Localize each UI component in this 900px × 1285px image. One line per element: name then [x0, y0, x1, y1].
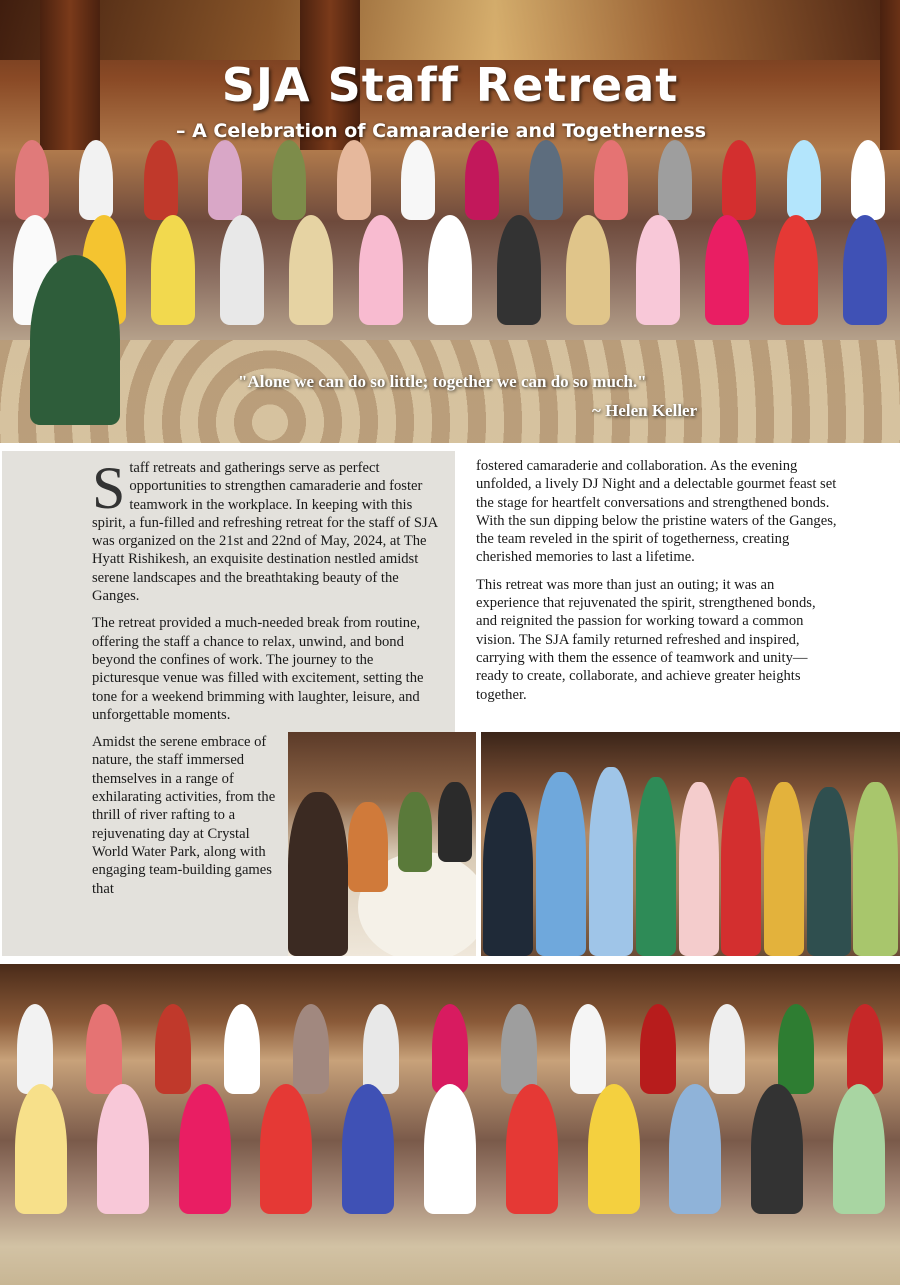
page-subtitle: – A Celebration of Camaraderie and Togetherness [176, 120, 707, 142]
group-selfie-photo [481, 732, 900, 956]
crowd-back-row [0, 1004, 900, 1094]
photo-figure [536, 772, 586, 956]
photo-figure [721, 777, 761, 956]
photo-figure [288, 792, 348, 956]
article-paragraph-3b: fostered camaraderie and collaboration. As the evening unfolded, a lively DJ Night and a delectable gourmet feast set the stage for heartfelt conversations and strengthened bonds. With the sun dipping below the pristine waters of the Ganges, the team reveled in the spirit of togetherness, creating cherished memories to last a lifetime. [476, 458, 837, 566]
article-paragraph-3a: Amidst the serene embrace of nature, the staff immersed themselves in a range of exhilarating activities, from the thrill of river rafting to a rejuvenating day at Crystal World Water Park, along with engaging team-building games that [92, 734, 276, 897]
photo-figure [438, 782, 472, 862]
photo-figure [807, 787, 851, 956]
dinner-table-photo [288, 732, 476, 956]
crowd-back-row [0, 140, 900, 220]
page-title: SJA Staff Retreat [221, 58, 679, 112]
crowd-front-row [0, 255, 900, 425]
drop-cap: S [92, 455, 126, 521]
quote-text: "Alone we can do so little; together we can do so much." [238, 372, 647, 391]
quote-author: ~ Helen Keller [592, 401, 698, 420]
photo-figure [398, 792, 432, 872]
article-paragraph-4: This retreat was more than just an outing; it was an experience that rejuvenated the spirit, strengthened bonds, and reignited the passion for working toward a common vision. The SJA family returned refreshed and inspired, carrying with them the essence of teamwork and unity—ready to create, collaborate, and achieve greater heights together. [476, 576, 816, 703]
crowd-front-row [0, 1084, 900, 1214]
bottom-group-photo [0, 964, 900, 1285]
photo-figure [348, 802, 388, 892]
hero-group-photo [0, 0, 900, 443]
ballroom-ceiling [0, 0, 900, 60]
photo-figure [636, 777, 676, 956]
photo-figure [853, 782, 898, 956]
photo-figure [764, 782, 804, 956]
article-paragraph-2: The retreat provided a much-needed break from routine, offering the staff a chance to relax, unwind, and bond beyond the confines of work. The journey to the picturesque venue was filled with excitement, setting the tone for a weekend brimming with laughter, leisure, and unforgettable moments. [92, 615, 424, 723]
paragraph-1-text: taff retreats and gatherings serve as perfect opportunities to strengthen camaraderie and foster teamwork in the workplace. In keeping with this spirit, a fun-filled and refreshing retreat for the staff of SJA was organized on the 21st and 22nd of May, 2024, at The Hyatt Rishikesh, an exquisite destination nestled amidst serene landscapes and the breathtaking beauty of the Ganges. [92, 460, 438, 605]
article-paragraph-1 [92, 455, 444, 605]
photo-figure [483, 792, 533, 956]
article-right-column [476, 457, 838, 713]
photo-figure [679, 782, 719, 956]
photo-figure [589, 767, 633, 956]
